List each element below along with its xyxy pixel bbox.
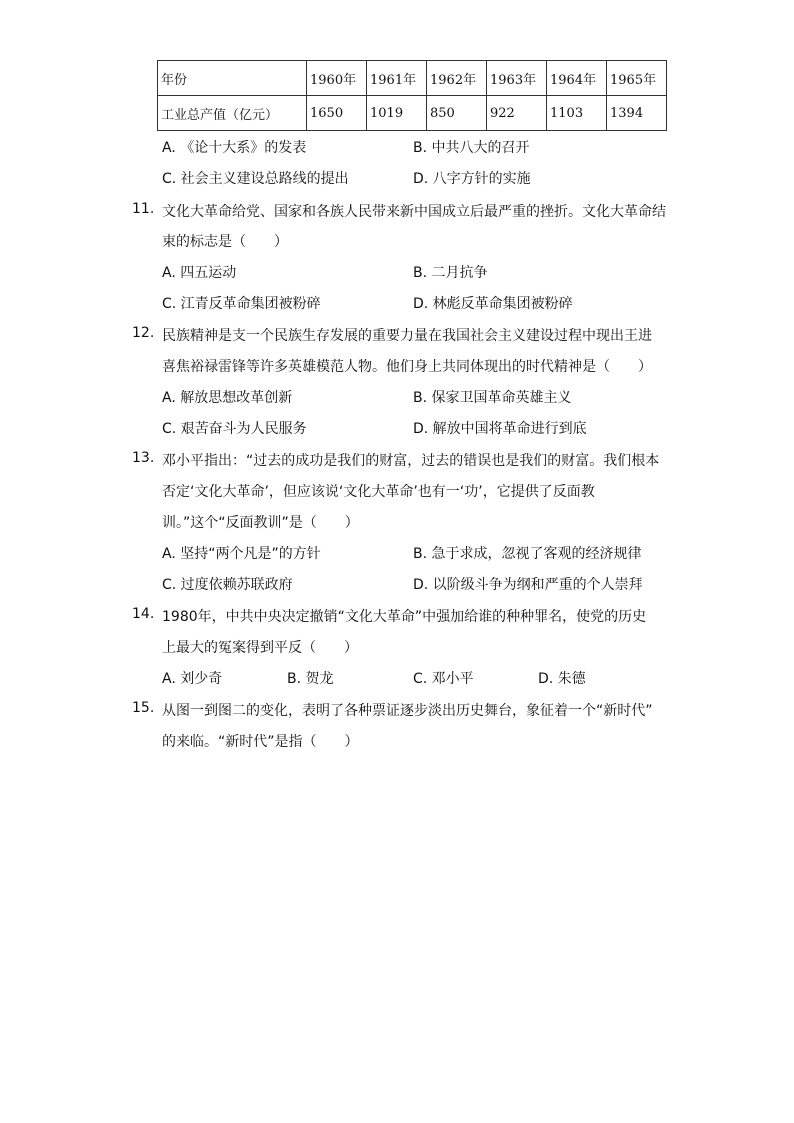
option-a[interactable]: A. 刘少奇 xyxy=(162,671,223,687)
table-cell: 工业总产值（亿元） xyxy=(158,96,307,131)
option-d[interactable]: D. 以阶级斗争为纲和严重的个人崇拜 xyxy=(413,577,643,593)
option-b[interactable]: B. 急于求成，忽视了客观的经济规律 xyxy=(413,546,642,562)
table-cell: 1650 xyxy=(307,96,367,131)
table-cell: 1961年 xyxy=(367,61,427,96)
question-text-line: 民族精神是支一个民族生存发展的重要力量在我国社会主义建设过程中现出王进 xyxy=(162,328,652,344)
table-cell: 年份 xyxy=(158,61,307,96)
option-a[interactable]: A. 解放思想改革创新 xyxy=(162,390,293,406)
table-cell: 922 xyxy=(487,96,547,131)
table-header-row xyxy=(158,61,667,96)
question-text-line: 喜焦裕禄雷锋等许多英雄模范人物。他们身上共同体现出的时代精神是（ ） xyxy=(162,359,652,375)
table-cell: 1103 xyxy=(547,96,607,131)
question-text-line: 从图一到图二的变化，表明了各种票证逐步淡出历史舞台，象征着一个“新时代” xyxy=(162,703,653,719)
option-b[interactable]: B. 贺龙 xyxy=(287,671,334,687)
option-c[interactable]: C. 艰苦奋斗为人民服务 xyxy=(162,421,307,437)
question-text-line: 的来临。“新时代”是指（ ） xyxy=(162,734,359,750)
option-c[interactable]: C. 过度依赖苏联政府 xyxy=(162,577,293,593)
question-number: 15. xyxy=(132,700,155,716)
option-b[interactable]: B. 中共八大的召开 xyxy=(413,140,530,156)
table-row xyxy=(158,96,667,131)
option-b[interactable]: B. 二月抗争 xyxy=(413,265,488,281)
table-cell: 1394 xyxy=(607,96,667,131)
table-cell: 850 xyxy=(427,96,487,131)
option-d[interactable]: D. 林彪反革命集团被粉碎 xyxy=(413,296,573,312)
option-c[interactable]: C. 邓小平 xyxy=(413,671,474,687)
option-b[interactable]: B. 保家卫国革命英雄主义 xyxy=(413,390,572,406)
question-number: 12. xyxy=(132,325,155,341)
option-c[interactable]: C. 江青反革命集团被粉碎 xyxy=(162,296,321,312)
question-number: 13. xyxy=(132,450,155,466)
option-d[interactable]: D. 朱德 xyxy=(538,671,586,687)
question-number: 14. xyxy=(132,606,155,622)
table-cell: 1019 xyxy=(367,96,427,131)
question-text-line: 上最大的冤案得到平反（ ） xyxy=(162,640,358,656)
question-text-line: 邓小平指出：“过去的成功是我们的财富，过去的错误也是我们的财富。我们根本 xyxy=(162,453,660,469)
question-number: 11. xyxy=(132,201,155,217)
table-cell: 1963年 xyxy=(487,61,547,96)
table-cell: 1964年 xyxy=(547,61,607,96)
option-a[interactable]: A. 《论十大系》的发表 xyxy=(162,140,307,156)
question-text-line: 否定‘文化大革命’，但应该说‘文化大革命’也有一‘功’，它提供了反面教 xyxy=(162,484,595,500)
option-a[interactable]: A. 坚持“两个凡是”的方针 xyxy=(162,546,321,562)
table-cell: 1965年 xyxy=(607,61,667,96)
option-d[interactable]: D. 八字方针的实施 xyxy=(413,171,531,187)
industrial-output-table xyxy=(157,60,667,131)
question-text-line: 训。”这个“反面教训”是（ ） xyxy=(162,515,359,531)
question-text-line: 束的标志是（ ） xyxy=(162,234,288,250)
table-cell: 1962年 xyxy=(427,61,487,96)
question-text-line: 1980年，中共中央决定撤销“文化大革命”中强加给谁的种种罪名，使党的历史 xyxy=(162,609,647,625)
option-c[interactable]: C. 社会主义建设总路线的提出 xyxy=(162,171,349,187)
table-cell: 1960年 xyxy=(307,61,367,96)
question-text-line: 文化大革命给党、国家和各族人民带来新中国成立后最严重的挫折。文化大革命结 xyxy=(162,204,666,220)
option-d[interactable]: D. 解放中国将革命进行到底 xyxy=(413,421,587,437)
option-a[interactable]: A. 四五运动 xyxy=(162,265,237,281)
